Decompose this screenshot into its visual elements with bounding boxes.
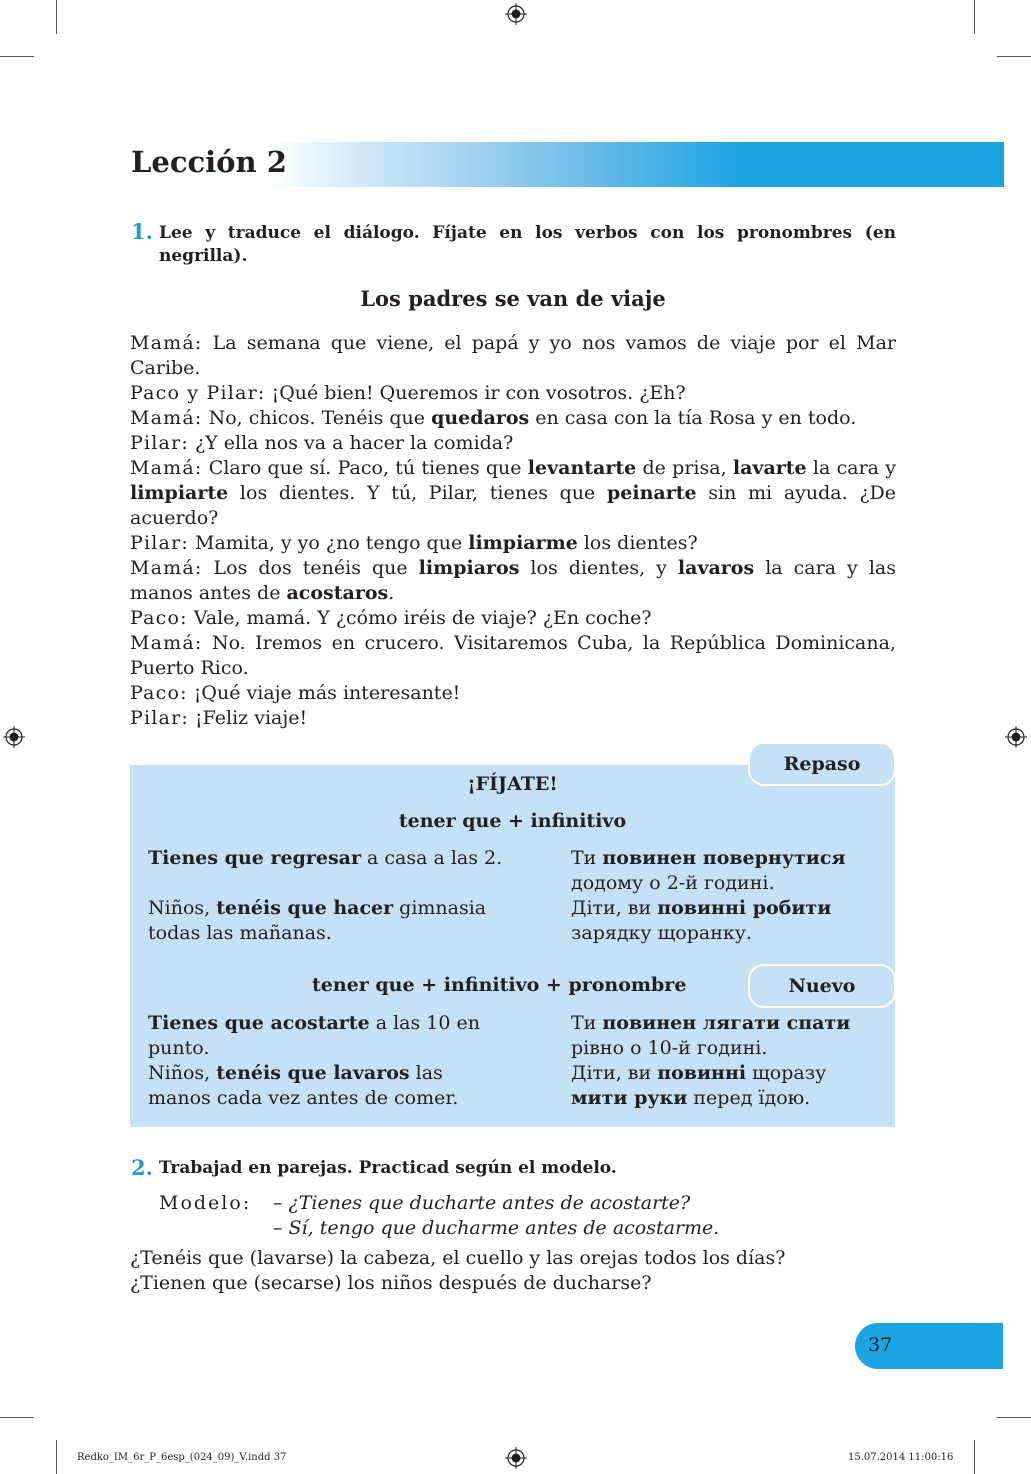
text-run: la cara y bbox=[806, 457, 896, 479]
text-run: a casa a las 2. bbox=[360, 847, 503, 869]
crop-mark bbox=[56, 0, 57, 34]
text-run: додому о 2-й годині. bbox=[571, 872, 775, 894]
exercise-1-instruction-line2: negrilla). bbox=[159, 246, 248, 266]
dialog-line bbox=[130, 706, 896, 731]
bold-verb: limpiarte bbox=[130, 482, 229, 504]
model-question: – ¿Tienes que ducharte antes de acostarte? bbox=[273, 1192, 691, 1214]
text-run: Ти bbox=[571, 1012, 603, 1034]
lesson-title: Lección 2 bbox=[131, 145, 287, 179]
text-run: la cara y las manos antes de bbox=[130, 557, 896, 604]
practice-question-1: ¿Tenéis que (lavarse) la cabeza, el cuello y las orejas todos los días? bbox=[130, 1247, 786, 1269]
speaker-name: Mamá: bbox=[130, 407, 203, 429]
bold-verb: повинні bbox=[657, 1062, 747, 1084]
text-run: перед їдою. bbox=[687, 1087, 811, 1109]
text-run: gimnasia todas las mañanas. bbox=[148, 897, 487, 944]
grammar-heading-2: tener que + infinitivo + pronombre bbox=[312, 974, 687, 996]
text-run: Діти, ви bbox=[571, 1062, 658, 1084]
dialog-text bbox=[130, 331, 896, 731]
bold-verb: lavarte bbox=[732, 457, 807, 479]
text-run: sin mi ayuda. ¿De acuerdo? bbox=[130, 482, 897, 529]
speaker-name: Pilar: bbox=[130, 707, 189, 729]
registration-mark-icon bbox=[1005, 726, 1027, 748]
bold-verb: Tienes que acostarte bbox=[148, 1012, 370, 1034]
dialog-line bbox=[130, 331, 896, 381]
slug-timestamp: 15.07.2014 11:00:16 bbox=[848, 1452, 954, 1463]
speaker-name: Paco: bbox=[130, 682, 188, 704]
speaker-name: Mamá: bbox=[130, 557, 203, 579]
dialog-line bbox=[130, 681, 896, 706]
dialog-line bbox=[130, 456, 896, 531]
dialog-line bbox=[130, 606, 896, 631]
bold-verb: Tienes que regresar bbox=[148, 847, 361, 869]
speaker-name: Mamá: bbox=[130, 332, 203, 354]
text-run: Niños, bbox=[148, 1062, 217, 1084]
exercise-1-number: 1. bbox=[131, 219, 153, 244]
registration-mark-icon bbox=[505, 3, 527, 25]
speaker-name: Paco y Pilar: bbox=[130, 382, 266, 404]
bold-verb: повинен повернутися bbox=[602, 847, 846, 869]
bold-verb: peinarte bbox=[607, 482, 697, 504]
bold-verb: limpiarme bbox=[468, 532, 578, 554]
bold-verb: lavaros bbox=[677, 557, 755, 579]
speaker-name: Pilar: bbox=[130, 432, 189, 454]
text-run: Claro que sí. Paco, tú tienes que bbox=[202, 457, 528, 479]
text-run: a las 10 en punto. bbox=[148, 1012, 480, 1059]
text-run: los dientes? bbox=[577, 532, 698, 554]
slug-filename: Redko_IM_6r_P_6esp_(024_09)_V.indd 37 bbox=[77, 1452, 287, 1463]
text-run: ¡Feliz viaje! bbox=[188, 707, 308, 729]
dialog-line bbox=[130, 381, 896, 406]
text-run: Ти bbox=[571, 847, 603, 869]
text-run: щоразу bbox=[746, 1062, 827, 1084]
fijate-heading: ¡FÍJATE! bbox=[467, 773, 558, 795]
repaso-tab: Repaso bbox=[748, 742, 896, 786]
text-run: los dientes, y bbox=[519, 557, 678, 579]
example-spanish bbox=[148, 1061, 488, 1111]
text-run: ¡Qué bien! Queremos ir con vosotros. ¿Eh? bbox=[265, 382, 686, 404]
exercise-2-number: 2. bbox=[131, 1155, 153, 1180]
grammar-heading-1: tener que + infinitivo bbox=[398, 810, 627, 832]
bold-verb: повинен лягати спати bbox=[602, 1012, 851, 1034]
registration-mark-icon bbox=[505, 1447, 527, 1469]
dialog-line bbox=[130, 556, 896, 606]
registration-mark-icon bbox=[3, 726, 25, 748]
text-run: los dientes. Y tú, Pilar, tienes que bbox=[228, 482, 607, 504]
text-run: ¿Y ella nos va a hacer la comida? bbox=[188, 432, 514, 454]
text-run: рівно о 10-й годині. bbox=[571, 1037, 768, 1059]
bold-verb: levantarte bbox=[527, 457, 637, 479]
example-spanish bbox=[148, 896, 518, 946]
bold-verb: tenéis que hacer bbox=[216, 897, 394, 919]
crop-mark bbox=[56, 1440, 57, 1474]
bold-verb: повинні робити bbox=[657, 897, 832, 919]
text-run: зарядку щоранку. bbox=[571, 922, 752, 944]
page-number: 37 bbox=[868, 1334, 893, 1356]
dialog-line bbox=[130, 531, 896, 556]
text-run: en casa con la tía Rosa y en todo. bbox=[529, 407, 857, 429]
text-run: La semana que viene, el papá y yo nos vamos de viaje por el Mar Caribe. bbox=[130, 332, 896, 379]
text-run: Niños, bbox=[148, 897, 217, 919]
crop-mark bbox=[0, 1417, 34, 1418]
bold-verb: tenéis que lavaros bbox=[216, 1062, 410, 1084]
dialog-line bbox=[130, 406, 896, 431]
grammar-box bbox=[130, 765, 895, 1127]
text-run: de prisa, bbox=[636, 457, 733, 479]
model-answer: – Sí, tengo que ducharme antes de acostarme. bbox=[273, 1217, 720, 1239]
text-run: ¡Qué viaje más interesante! bbox=[187, 682, 461, 704]
speaker-name: Mamá: bbox=[130, 632, 203, 654]
example-ukrainian bbox=[571, 896, 881, 946]
example-ukrainian bbox=[571, 1061, 881, 1111]
example-ukrainian bbox=[571, 846, 881, 896]
dialog-line bbox=[130, 631, 896, 681]
model-label: Modelo: bbox=[159, 1192, 252, 1214]
crop-mark bbox=[0, 56, 34, 57]
bold-verb: мити руки bbox=[571, 1087, 688, 1109]
crop-mark bbox=[974, 0, 975, 34]
exercise-1-instruction-line1: Lee y traduce el diálogo. Fíjate en los verbos con los pronombres (en bbox=[159, 223, 896, 243]
text-run: No, chicos. Tenéis que bbox=[202, 407, 432, 429]
crop-mark bbox=[997, 56, 1031, 57]
dialog-title: Los padres se van de viaje bbox=[360, 286, 666, 311]
speaker-name: Pilar: bbox=[130, 532, 189, 554]
example-spanish bbox=[148, 846, 528, 871]
text-run: Mamita, y yo ¿no tengo que bbox=[188, 532, 469, 554]
speaker-name: Mamá: bbox=[130, 457, 203, 479]
bold-verb: limpiaros bbox=[418, 557, 520, 579]
dialog-line bbox=[130, 431, 896, 456]
example-ukrainian bbox=[571, 1011, 881, 1061]
example-spanish bbox=[148, 1011, 488, 1061]
text-run: No. Iremos en crucero. Visitaremos Cuba, la República Dominicana, Puerto Rico. bbox=[130, 632, 896, 679]
crop-mark bbox=[974, 1440, 975, 1474]
text-run: Vale, mamá. Y ¿cómo iréis de viaje? ¿En coche? bbox=[187, 607, 652, 629]
text-run: Діти, ви bbox=[571, 897, 658, 919]
practice-question-2: ¿Tienen que (secarse) los niños después de ducharse? bbox=[130, 1272, 652, 1294]
bold-verb: quedaros bbox=[431, 407, 530, 429]
text-run: Los dos tenéis que bbox=[202, 557, 419, 579]
speaker-name: Paco: bbox=[130, 607, 188, 629]
bold-verb: acostaros bbox=[286, 582, 389, 604]
text-run: las manos cada vez antes de comer. bbox=[148, 1062, 459, 1109]
nuevo-tab: Nuevo bbox=[748, 964, 896, 1008]
text-run: . bbox=[388, 582, 395, 604]
exercise-2-instruction: Trabajad en parejas. Practicad según el modelo. bbox=[159, 1158, 617, 1178]
crop-mark bbox=[997, 1417, 1031, 1418]
